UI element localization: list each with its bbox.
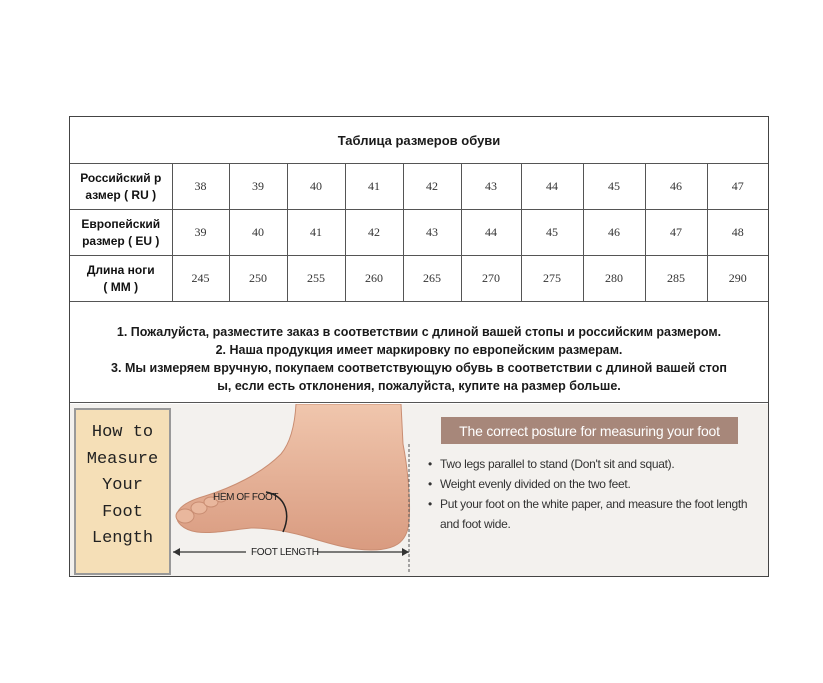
note-line: ы, если есть отклонения, пожалуйста, купите на размер больше. [217, 379, 621, 393]
chart-title: Таблица размеров обуви [70, 117, 768, 164]
instruction-item: • Two legs parallel to stand (Don't sit and squat). [428, 454, 763, 474]
size-cell: 44 [521, 164, 583, 210]
note-line: 2. Наша продукция имеет маркировку по европейским размерам. [215, 343, 623, 357]
size-cell: 45 [583, 164, 645, 210]
foot-shape [177, 404, 410, 550]
length-arrow-right [402, 548, 409, 556]
order-notes [70, 317, 768, 403]
length-arrow-left [173, 548, 180, 556]
size-table [70, 164, 768, 302]
size-cell: 40 [287, 164, 345, 210]
note-line: 1. Пожалуйста, разместите заказ в соответствии с длиной вашей стопы и российским размером. [116, 325, 722, 339]
row-label [70, 164, 172, 210]
size-cell: 46 [583, 210, 645, 256]
instruction-item: • Put your foot on the white paper, and measure the foot length and foot wide. [428, 494, 763, 534]
size-cell: 48 [707, 210, 768, 256]
size-cell: 265 [403, 256, 461, 302]
size-cell: 41 [287, 210, 345, 256]
size-cell: 46 [645, 164, 707, 210]
measure-illustration [70, 404, 768, 576]
size-cell: 42 [403, 164, 461, 210]
size-cell: 280 [583, 256, 645, 302]
size-row [70, 256, 768, 302]
size-cell: 43 [461, 164, 521, 210]
row-label [70, 256, 172, 302]
size-cell: 39 [172, 210, 229, 256]
size-row [70, 164, 768, 210]
size-cell: 260 [345, 256, 403, 302]
size-cell: 285 [645, 256, 707, 302]
howto-line: How to [91, 423, 154, 442]
instruction-list [428, 454, 763, 534]
size-row [70, 210, 768, 256]
instruction-item: • Weight evenly divided on the two feet. [428, 474, 763, 494]
size-cell: 39 [229, 164, 287, 210]
note-line: 3. Мы измеряем вручную, покупаем соответствующую обувь в соответствии с длиной вашей стоп [111, 361, 727, 375]
size-cell: 45 [521, 210, 583, 256]
length-label: FOOT LENGTH [251, 547, 319, 558]
size-cell: 255 [287, 256, 345, 302]
row-label-line: размер ( EU ) [82, 233, 160, 248]
size-cell: 47 [645, 210, 707, 256]
row-label-line: ( MM ) [103, 279, 139, 294]
row-label-line: Европейский [81, 216, 161, 231]
size-cell: 250 [229, 256, 287, 302]
size-chart [69, 116, 769, 577]
howto-line: Measure [86, 449, 159, 469]
hem-label: HEM OF FOOT [213, 492, 279, 503]
size-cell: 47 [707, 164, 768, 210]
size-cell: 43 [403, 210, 461, 256]
row-label [70, 210, 172, 256]
size-cell: 44 [461, 210, 521, 256]
posture-banner: The correct posture for measuring your foot [441, 417, 738, 444]
size-cell: 275 [521, 256, 583, 302]
how-to-measure-label [74, 408, 171, 575]
howto-line: Length [91, 529, 154, 548]
size-cell: 41 [345, 164, 403, 210]
size-cell: 38 [172, 164, 229, 210]
row-label-line: Российский р [80, 170, 162, 185]
howto-line: Foot [102, 502, 143, 522]
size-cell: 40 [229, 210, 287, 256]
size-cell: 290 [707, 256, 768, 302]
howto-line: Your [102, 476, 143, 495]
row-label-line: азмер ( RU ) [85, 187, 157, 202]
size-cell: 245 [172, 256, 229, 302]
size-cell: 270 [461, 256, 521, 302]
toe [176, 509, 194, 523]
row-label-line: Длина ноги [86, 262, 155, 277]
foot-illustration [171, 404, 431, 576]
size-cell: 42 [345, 210, 403, 256]
